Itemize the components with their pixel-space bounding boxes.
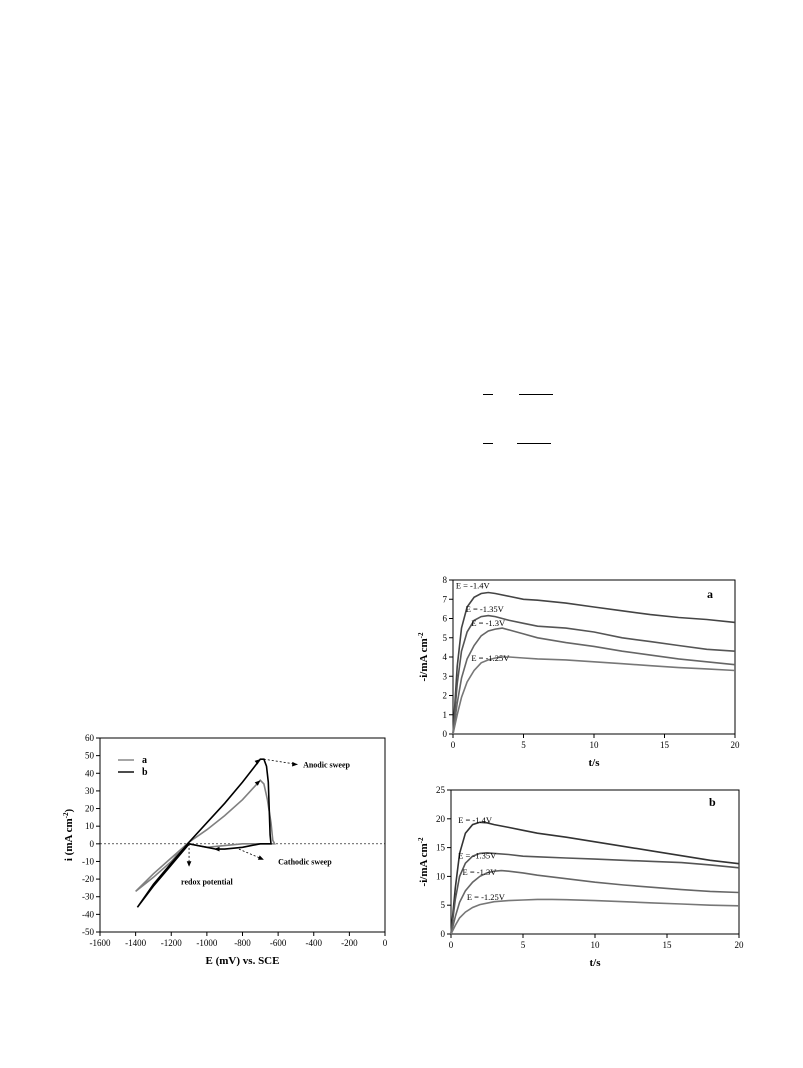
arrowhead-cathodic [214, 847, 220, 852]
series-line-1 [451, 822, 739, 934]
legend-entry: b [142, 767, 148, 778]
cyclic-voltammetry-svg [60, 728, 405, 978]
y-tick-label: 2 [442, 690, 447, 701]
annotation-arrowhead [187, 861, 192, 867]
text-fragment-line [517, 443, 551, 444]
x-tick-label: 20 [734, 940, 744, 950]
legend-entry: a [142, 755, 147, 766]
x-axis-title: E (mV) vs. SCE [205, 955, 280, 967]
series-line-4 [451, 899, 739, 934]
y-tick-label: 30 [85, 785, 94, 796]
annotation-arrowhead [292, 762, 298, 767]
y-tick-label: 60 [85, 733, 94, 743]
x-tick-label: 10 [589, 740, 599, 750]
y-tick-label: 7 [442, 594, 447, 605]
x-tick-label: 0 [450, 740, 456, 750]
series-line-3 [453, 628, 735, 734]
y-tick-label: 10 [436, 871, 445, 882]
y-tick-label: -10 [82, 856, 94, 867]
y-tick-label: 50 [85, 750, 94, 761]
y-tick-label: 40 [85, 768, 94, 779]
annotation-anodic-sweep: Anodic sweep [303, 760, 350, 770]
annotation-cathodic-sweep: Cathodic sweep [278, 857, 332, 867]
series-label: E = -1.25V [466, 892, 505, 903]
y-tick-label: 25 [436, 785, 445, 795]
series-label: E = -1.4V [455, 580, 490, 591]
y-tick-label: -20 [82, 874, 94, 885]
y-tick-label: 1 [442, 709, 447, 720]
series-line-4 [453, 657, 735, 734]
y-tick-label: 0 [89, 838, 94, 849]
series-label: E = -1.35V [458, 850, 497, 861]
y-tick-label: 0 [442, 729, 447, 739]
x-tick-label: 10 [590, 940, 600, 950]
chronoamperometry-svg-b [415, 782, 755, 977]
x-tick-label: -1400 [125, 938, 147, 948]
chronoamperometry-chart-b [415, 782, 755, 977]
x-tick-label: -200 [341, 938, 358, 948]
y-tick-label: 5 [440, 900, 445, 911]
panel-label-a: a [707, 587, 713, 601]
y-tick-label: 6 [442, 613, 447, 624]
text-fragment-line [519, 394, 553, 395]
x-tick-label: 20 [730, 740, 740, 750]
series-line-2 [453, 616, 735, 734]
x-tick-label: -1200 [160, 938, 182, 948]
plot-frame [451, 790, 739, 934]
cyclic-voltammetry-chart [60, 728, 405, 978]
series-label: E = -1.3V [471, 618, 506, 629]
text-fragment-line [483, 394, 493, 395]
y-tick-label: 0 [440, 929, 445, 939]
y-tick-label: 5 [442, 632, 447, 643]
arrowhead-anodic-b [255, 759, 261, 764]
series-label: E = -1.4V [458, 814, 493, 825]
x-axis-title: t/s [589, 957, 601, 969]
y-tick-label: 10 [85, 821, 94, 832]
x-tick-label: -1000 [196, 938, 218, 948]
y-tick-label: -40 [82, 909, 94, 920]
x-axis-title: t/s [588, 757, 600, 769]
x-tick-label: -400 [305, 938, 322, 948]
y-tick-label: -50 [82, 927, 94, 937]
y-tick-label: -30 [82, 891, 94, 902]
y-tick-label: 20 [85, 803, 94, 814]
x-tick-label: 5 [521, 740, 526, 750]
x-tick-label: -1600 [89, 938, 111, 948]
x-tick-label: -600 [269, 938, 287, 948]
series-label: E = -1.25V [471, 652, 510, 663]
x-tick-label: 15 [662, 940, 672, 950]
series-label: E = -1.35V [465, 603, 504, 614]
y-tick-label: 20 [436, 813, 445, 824]
x-tick-label: 0 [448, 940, 454, 950]
chronoamperometry-chart-a [415, 570, 755, 775]
y-axis-title: i (mA $cm^{-2}$) [62, 808, 75, 862]
y-axis-title: -i/mA $cm^{-2}$ [417, 632, 430, 682]
y-tick-label: 8 [442, 575, 447, 585]
y-tick-label: 3 [442, 671, 447, 682]
x-tick-label: -800 [234, 938, 251, 948]
panel-label-b: b [709, 795, 716, 809]
x-tick-label: 0 [382, 938, 388, 948]
series-label: E = -1.3V [462, 867, 497, 878]
series-line-1 [136, 780, 275, 891]
x-tick-label: 15 [660, 740, 669, 750]
y-tick-label: 4 [442, 652, 447, 662]
annotation-redox-potential: redox potential [181, 877, 233, 887]
text-fragment-line [483, 443, 493, 444]
chronoamperometry-svg-a [415, 570, 755, 775]
y-tick-label: 15 [436, 842, 445, 853]
y-axis-title: -i/mA $cm^{-2}$ [417, 837, 430, 887]
x-tick-label: 5 [520, 940, 526, 950]
